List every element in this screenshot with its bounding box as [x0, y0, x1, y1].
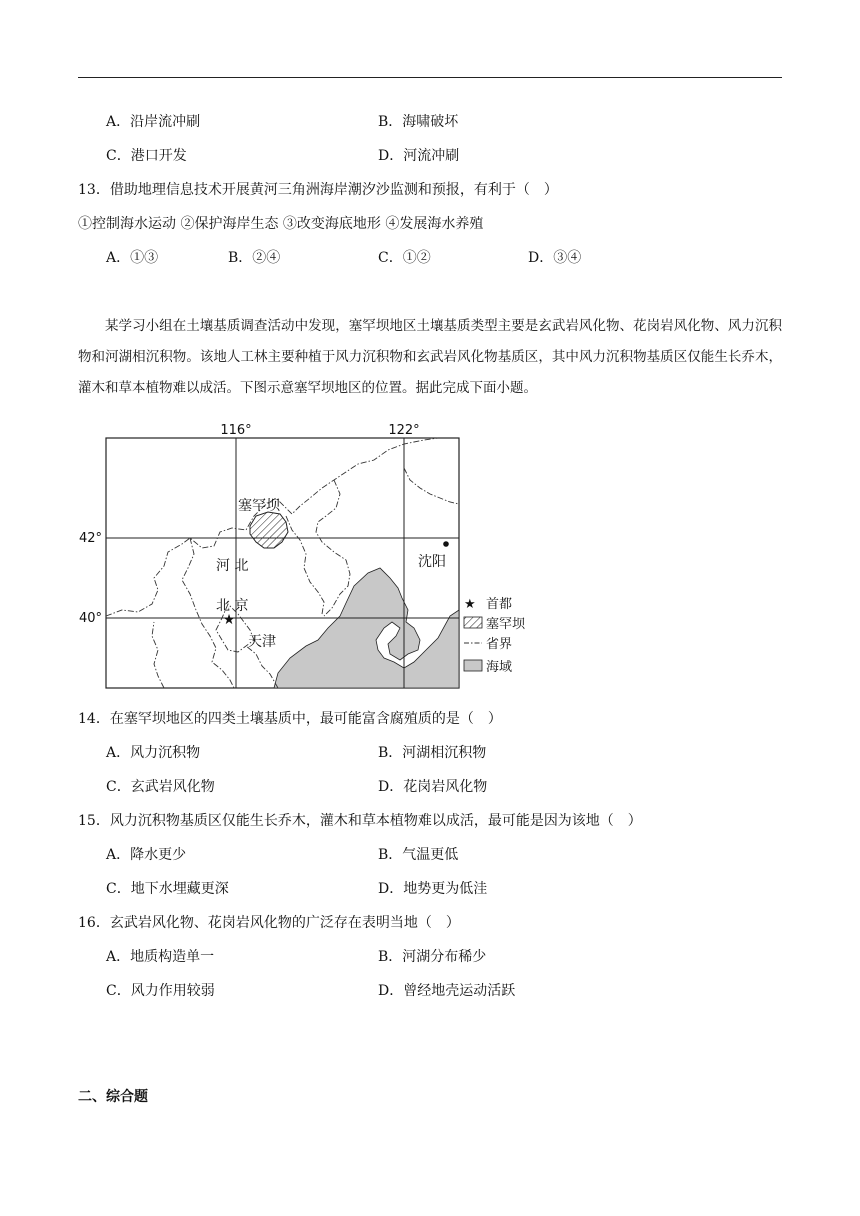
label-saihanba: 塞罕坝: [238, 498, 280, 514]
q14-option-b[interactable]: B．河湖相沉积物: [378, 745, 487, 761]
sea-area: [274, 568, 459, 688]
legend-boundary-label: 省界: [486, 637, 513, 652]
capital-star-icon: ★: [222, 612, 236, 628]
q15-option-d[interactable]: D．地势更为低洼: [378, 881, 488, 897]
q13-statements: ①控制海水运动 ②保护海岸生态 ③改变海底地形 ④发展海水养殖: [78, 216, 484, 232]
legend-saihanba-swatch: [464, 617, 482, 628]
q16-option-b[interactable]: B．河湖分布稀少: [378, 949, 487, 965]
label-shenyang: 沈阳: [418, 554, 446, 570]
q15-option-a[interactable]: A．降水更少: [106, 847, 187, 863]
q14-option-a[interactable]: A．风力沉积物: [106, 745, 201, 761]
lat-label-40: 40°: [78, 611, 102, 626]
legend-capital-icon: ★: [464, 597, 476, 612]
section-title: 二、综合题: [78, 1089, 148, 1105]
q12-option-c[interactable]: C．港口开发: [106, 148, 187, 164]
lat-label-42: 42°: [78, 531, 102, 546]
header-rule: [78, 77, 782, 78]
q12-option-d[interactable]: D．河流冲刷: [378, 148, 460, 164]
q15-option-c[interactable]: C．地下水埋藏更深: [106, 881, 229, 897]
q16-option-a[interactable]: A．地质构造单一: [106, 949, 215, 965]
q15-option-b[interactable]: B．气温更低: [378, 847, 459, 863]
legend-saihanba-label: 塞罕坝: [486, 617, 526, 632]
legend-sea-label: 海域: [486, 660, 513, 675]
q16-stem: 16．玄武岩风化物、花岗岩风化物的广泛存在表明当地（ ）: [78, 915, 460, 931]
q13-option-a[interactable]: A．①③: [106, 250, 159, 266]
label-hebei: 河 北: [216, 558, 249, 574]
q14-stem: 14．在塞罕坝地区的四类土壤基质中，最可能富含腐殖质的是（ ）: [78, 711, 502, 727]
q14-option-d[interactable]: D．花岗岩风化物: [378, 779, 488, 795]
label-tianjin: 天津: [248, 634, 276, 650]
q13-option-b[interactable]: B．②④: [228, 250, 281, 266]
q12-option-a[interactable]: A．沿岸流冲刷: [106, 114, 201, 130]
label-beijing: 北 京: [216, 598, 249, 614]
legend-capital-label: 首都: [486, 597, 513, 612]
map-legend: [464, 596, 526, 675]
q14-option-c[interactable]: C．玄武岩风化物: [106, 779, 215, 795]
q13-option-c[interactable]: C．①②: [378, 250, 431, 266]
location-map: [78, 418, 558, 693]
saihanba-area: [250, 512, 288, 548]
q13-stem: 13．借助地理信息技术开展黄河三角洲海岸潮汐沙监测和预报，有利于（ ）: [78, 182, 558, 198]
lon-label-122: 122°: [388, 423, 420, 438]
shenyang-dot: [443, 541, 449, 547]
q16-option-d[interactable]: D．曾经地壳运动活跃: [378, 983, 516, 999]
reading-passage: 某学习小组在土壤基质调查活动中发现，塞罕坝地区土壤基质类型主要是玄武岩风化物、花岗岩风化物、风力沉积物和河湖相沉积物。该地人工林主要种植于风力沉积物和玄武岩风化物基质区，其中风力沉积物基质区仅能生长乔木，灌木和草本植物难以成活。下图示意塞罕坝地区的位置。据此完成下面小题。: [78, 318, 782, 396]
lon-label-116: 116°: [220, 423, 252, 438]
legend-sea-swatch: [464, 660, 482, 671]
q12-option-b[interactable]: B．海啸破坏: [378, 114, 459, 130]
q13-option-d[interactable]: D．③④: [528, 250, 582, 266]
q15-stem: 15．风力沉积物基质区仅能生长乔木，灌木和草本植物难以成活，最可能是因为该地（ ）: [78, 813, 642, 829]
q16-option-c[interactable]: C．风力作用较弱: [106, 983, 215, 999]
